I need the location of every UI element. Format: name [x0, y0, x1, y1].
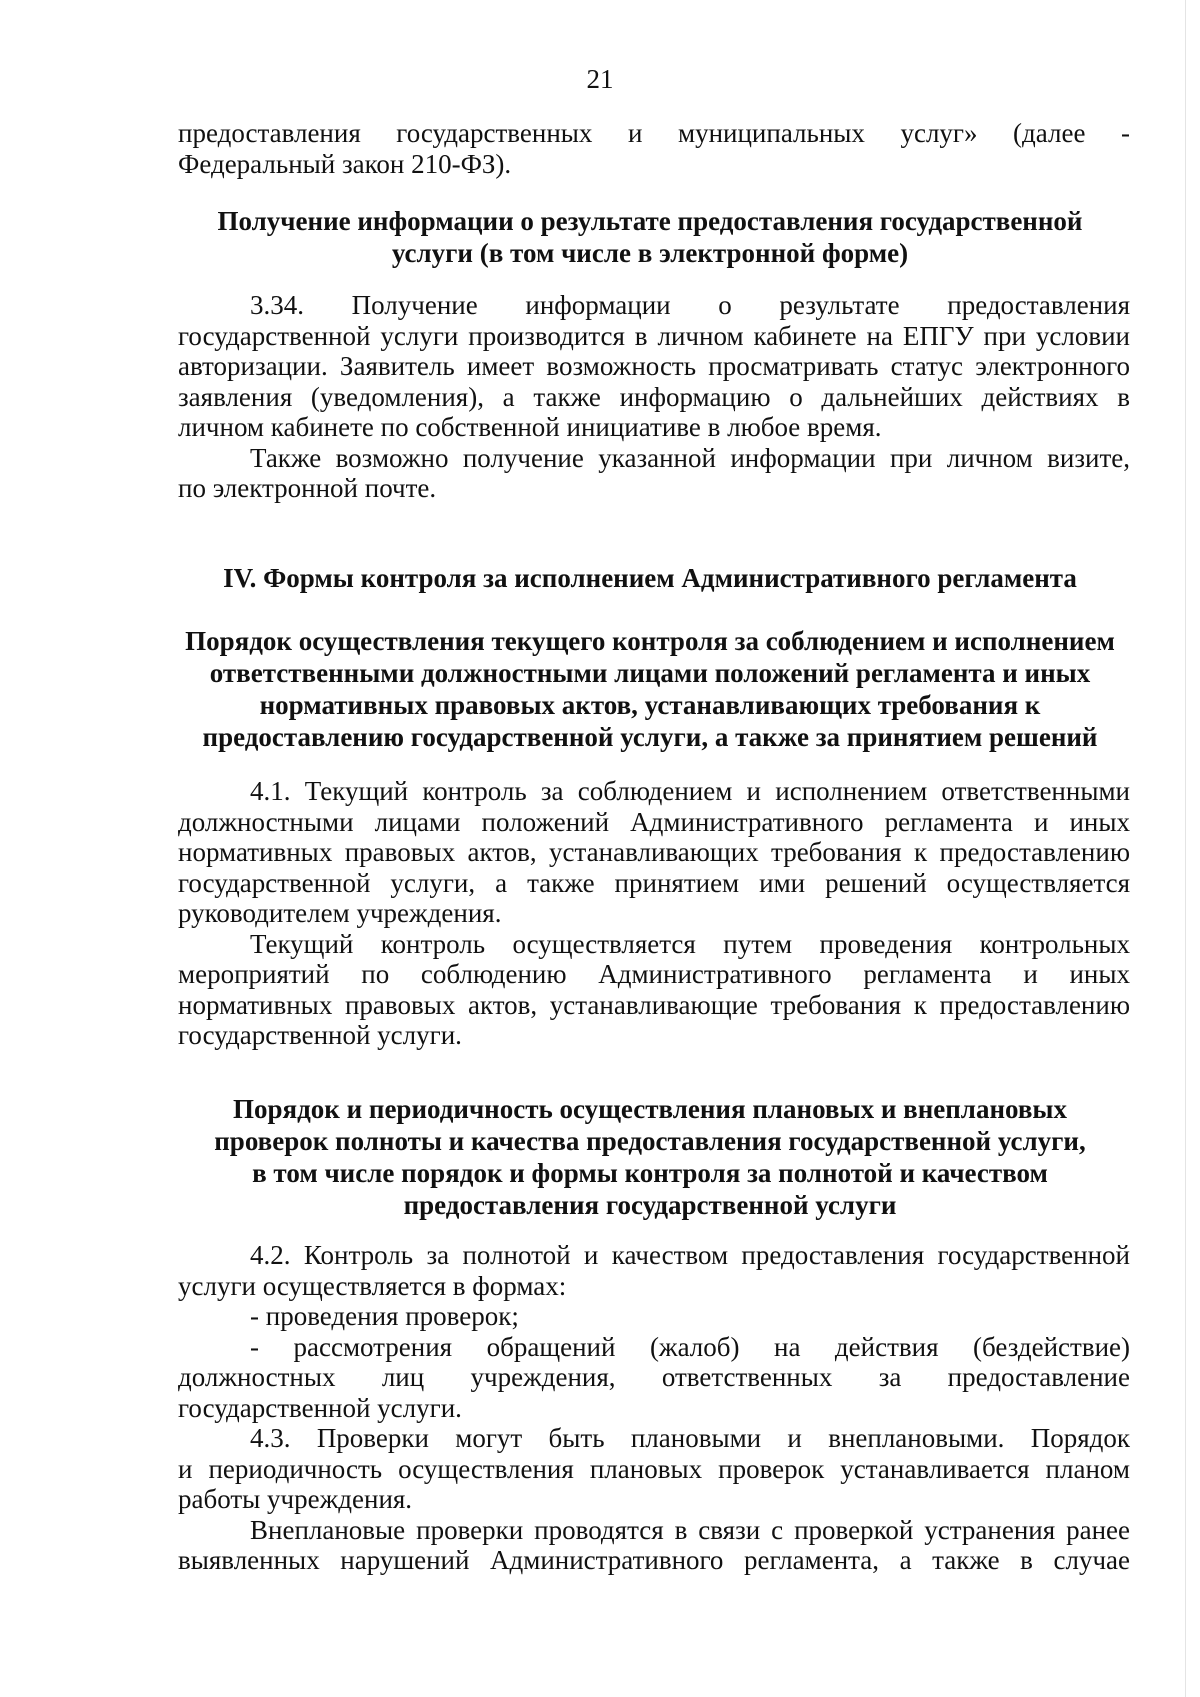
text-line: 4.3. Проверки могут быть плановыми и внеплановыми. Порядок	[250, 1423, 1130, 1453]
text-line: государственной услуги.	[178, 1020, 462, 1050]
text-line: и периодичность осуществления плановых проверок устанавливается планом	[178, 1453, 1130, 1484]
heading-line: услуги (в том числе в электронной форме)	[391, 238, 909, 268]
text-line: выявленных нарушений Административного регламента, а также в случае	[178, 1545, 1130, 1575]
text-line: государственной услуги производится в личном кабинете на ЕПГУ при условии	[178, 320, 1130, 351]
intro-paragraph	[178, 118, 1130, 179]
text-line: Также возможно получение указанной информации при личном визите,	[250, 442, 1130, 473]
text-line: Внеплановые проверки проводятся в связи с проверкой устранения ранее	[250, 1514, 1130, 1545]
paragraph-3-34	[178, 290, 1130, 504]
heading-line: IV. Формы контроля за исполнением Административного регламента	[223, 563, 1077, 593]
heading-line: нормативных правовых актов, устанавливающих требования к	[259, 690, 1041, 720]
text-line: работы учреждения.	[178, 1484, 413, 1514]
section-iv-title	[150, 562, 1150, 594]
text-line: мероприятий по соблюдению Административного регламента и иных	[178, 959, 1130, 989]
scan-edge-line	[1185, 0, 1186, 1697]
text-line: предоставления государственных и муниципальных услуг» (далее -	[178, 118, 1130, 148]
text-line: 4.1. Текущий контроль за соблюдением и исполнением ответственными	[250, 776, 1130, 806]
heading-result-info	[150, 205, 1150, 269]
page-number: 21	[586, 64, 614, 94]
text-line: по электронной почте.	[178, 473, 437, 503]
heading-line: предоставлению государственной услуги, а также за принятием решений	[202, 722, 1098, 752]
text-line: Федеральный закон 210-ФЗ).	[178, 148, 512, 179]
text-line: заявления (уведомления), а также информацию о дальнейших действиях в	[178, 381, 1130, 412]
text-line: авторизации. Заявитель имеет возможность просматривать статус электронного	[178, 351, 1130, 381]
text-line: - рассмотрения обращений (жалоб) на действия (бездействие)	[250, 1331, 1130, 1362]
text-line: руководителем учреждения.	[178, 898, 502, 928]
heading-current-control	[150, 625, 1150, 753]
text-line: должностных лиц учреждения, ответственных за предоставление	[178, 1362, 1130, 1392]
text-line: нормативных правовых актов, устанавливающие требования к предоставлению	[178, 989, 1130, 1020]
heading-line: в том числе порядок и формы контроля за полнотой и качеством	[252, 1158, 1048, 1188]
text-line: услуги осуществляется в формах:	[178, 1270, 567, 1301]
heading-inspections	[150, 1093, 1150, 1221]
paragraph-4-2	[178, 1240, 1130, 1576]
text-line: 3.34. Получение информации о результате предоставления	[250, 290, 1130, 320]
text-line: государственной услуги, а также принятием ими решений осуществляется	[178, 867, 1130, 898]
heading-line: проверок полноты и качества предоставления государственной услуги,	[214, 1126, 1086, 1156]
text-line: - проведения проверок;	[250, 1301, 519, 1331]
heading-line: Порядок и периодичность осуществления плановых и внеплановых	[233, 1094, 1067, 1124]
text-line: нормативных правовых актов, устанавливающих требования к предоставлению	[178, 837, 1130, 867]
text-line: государственной услуги.	[178, 1392, 462, 1423]
heading-line: Порядок осуществления текущего контроля за соблюдением и исполнением	[185, 626, 1115, 656]
heading-line: ответственными должностными лицами положений регламента и иных	[209, 658, 1091, 688]
text-line: личном кабинете по собственной инициативе в любое время.	[178, 412, 882, 442]
text-line: Текущий контроль осуществляется путем проведения контрольных	[250, 928, 1130, 959]
paragraph-4-1	[178, 776, 1130, 1051]
heading-line: предоставления государственной услуги	[403, 1190, 897, 1220]
text-line: 4.2. Контроль за полнотой и качеством предоставления государственной	[250, 1240, 1130, 1270]
heading-line: Получение информации о результате предоставления государственной	[217, 206, 1083, 236]
text-line: должностными лицами положений Административного регламента и иных	[178, 806, 1130, 837]
